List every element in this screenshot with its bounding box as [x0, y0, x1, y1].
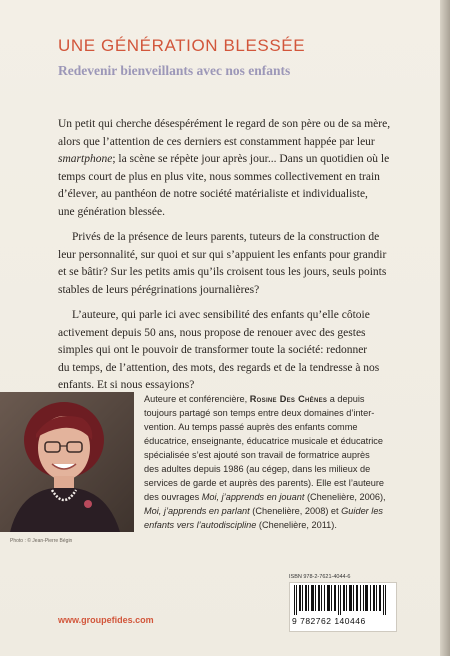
bio-text: Auteure et conférencière, [144, 394, 250, 404]
barcode-bars [290, 583, 396, 615]
bio-line [144, 392, 396, 406]
bio-line: vention. Au temps passé auprès des enfants comme [144, 422, 358, 432]
blurb-line: simples qui ont le pouvoir de transformer toute la société: redonner [58, 344, 368, 356]
book-spine-edge [440, 0, 450, 656]
blurb-line: du temps, de l’attention, des mots, des regards et de la tendresse à nos [58, 361, 380, 374]
book-ref: Moi, j’apprends en parlant [144, 506, 250, 516]
blurb [58, 116, 394, 403]
book-title: UNE GÉNÉRATION BLESSÉE [58, 36, 306, 55]
barcode-number: 9 782762 140446 [292, 616, 366, 626]
italic-word: smartphone [58, 153, 113, 165]
author-bio [144, 392, 396, 532]
bio-line: des adultes depuis 1986 (au cégep, dans les milieux de [144, 464, 371, 474]
blurb-line: et se bâtir? Sur les petits amis qu’ils croisent tous les jours, seuls points [58, 266, 387, 278]
bio-line: éducatrice, enseignante, éducatrice musicale et éducatrice [144, 436, 384, 446]
bio-line: services de garde et auprès des parents). Elle est l’auteure [144, 478, 385, 488]
bio-line [144, 504, 396, 518]
blurb-line: activement depuis 50 ans, nous propose de renouer avec des gestes [58, 326, 366, 339]
bio-line [144, 490, 396, 504]
blurb-line: L’auteure, qui parle ici avec sensibilité des enfants qu’elle côtoie [72, 309, 370, 321]
blurb-paragraph-2 [58, 229, 394, 299]
portrait-drawing [0, 392, 134, 532]
book-ref: Moi, j’apprends en jouant [201, 492, 305, 502]
author-portrait-icon [0, 392, 134, 532]
bio-text: a depuis [327, 394, 365, 404]
book-ref: Guider les [341, 506, 384, 516]
book-subtitle: Redevenir bienveillants avec nos enfants [58, 63, 291, 78]
photo-credit: Photo : © Jean-Pierre Bégin [10, 538, 73, 544]
blurb-paragraph-3 [58, 307, 394, 395]
blurb-text: ; la scène se répète jour après jour... Dans un quotidien où le [112, 153, 390, 165]
book-ref: enfants vers l’autodiscipline [144, 520, 257, 530]
publisher-url[interactable]: www.groupefides.com [58, 615, 154, 625]
blurb-line: d’élever, au panthéon de notre société matérialiste et individualiste, [58, 188, 368, 200]
blurb-line: Un petit qui cherche désespérément le regard de son père ou de sa mère, [58, 118, 391, 130]
bio-text: (Chenelière, 2011). [256, 520, 337, 530]
blurb-line: alors que l’attention de ces derniers est constamment happée par leur [58, 135, 375, 148]
author-name: Rosine Des Chênes [249, 394, 328, 404]
bio-text: des ouvrages [144, 492, 202, 502]
bio-line: spécialisée s’est ajouté son travail de formatrice auprès [144, 450, 370, 460]
blurb-line [58, 151, 394, 169]
blurb-line: Privés de la présence de leurs parents, tuteurs de la construction de [72, 231, 380, 243]
isbn-label: ISBN 978-2-7621-4044-6 [289, 574, 351, 580]
bio-text: (Chenelière, 2008) et [249, 506, 342, 516]
blurb-line: enfants. Et si nous essayions? [58, 379, 195, 391]
blurb-line: une génération blessée. [58, 205, 165, 218]
bio-text: (Chenelière, 2006), [304, 492, 386, 502]
bio-line: toujours partagé son temps entre deux domaines d’inter- [144, 408, 375, 418]
blurb-line: temps court de plus en plus vite, nous sommes collectivement en train [58, 170, 380, 183]
blurb-paragraph-1 [58, 116, 394, 221]
bio-line [144, 518, 396, 532]
blurb-line: leur personnalité, sur quoi et sur qui s’appuient les enfants pour grandir [58, 248, 387, 261]
blurb-line: stables de leurs pérégrinations journalières? [58, 283, 260, 296]
